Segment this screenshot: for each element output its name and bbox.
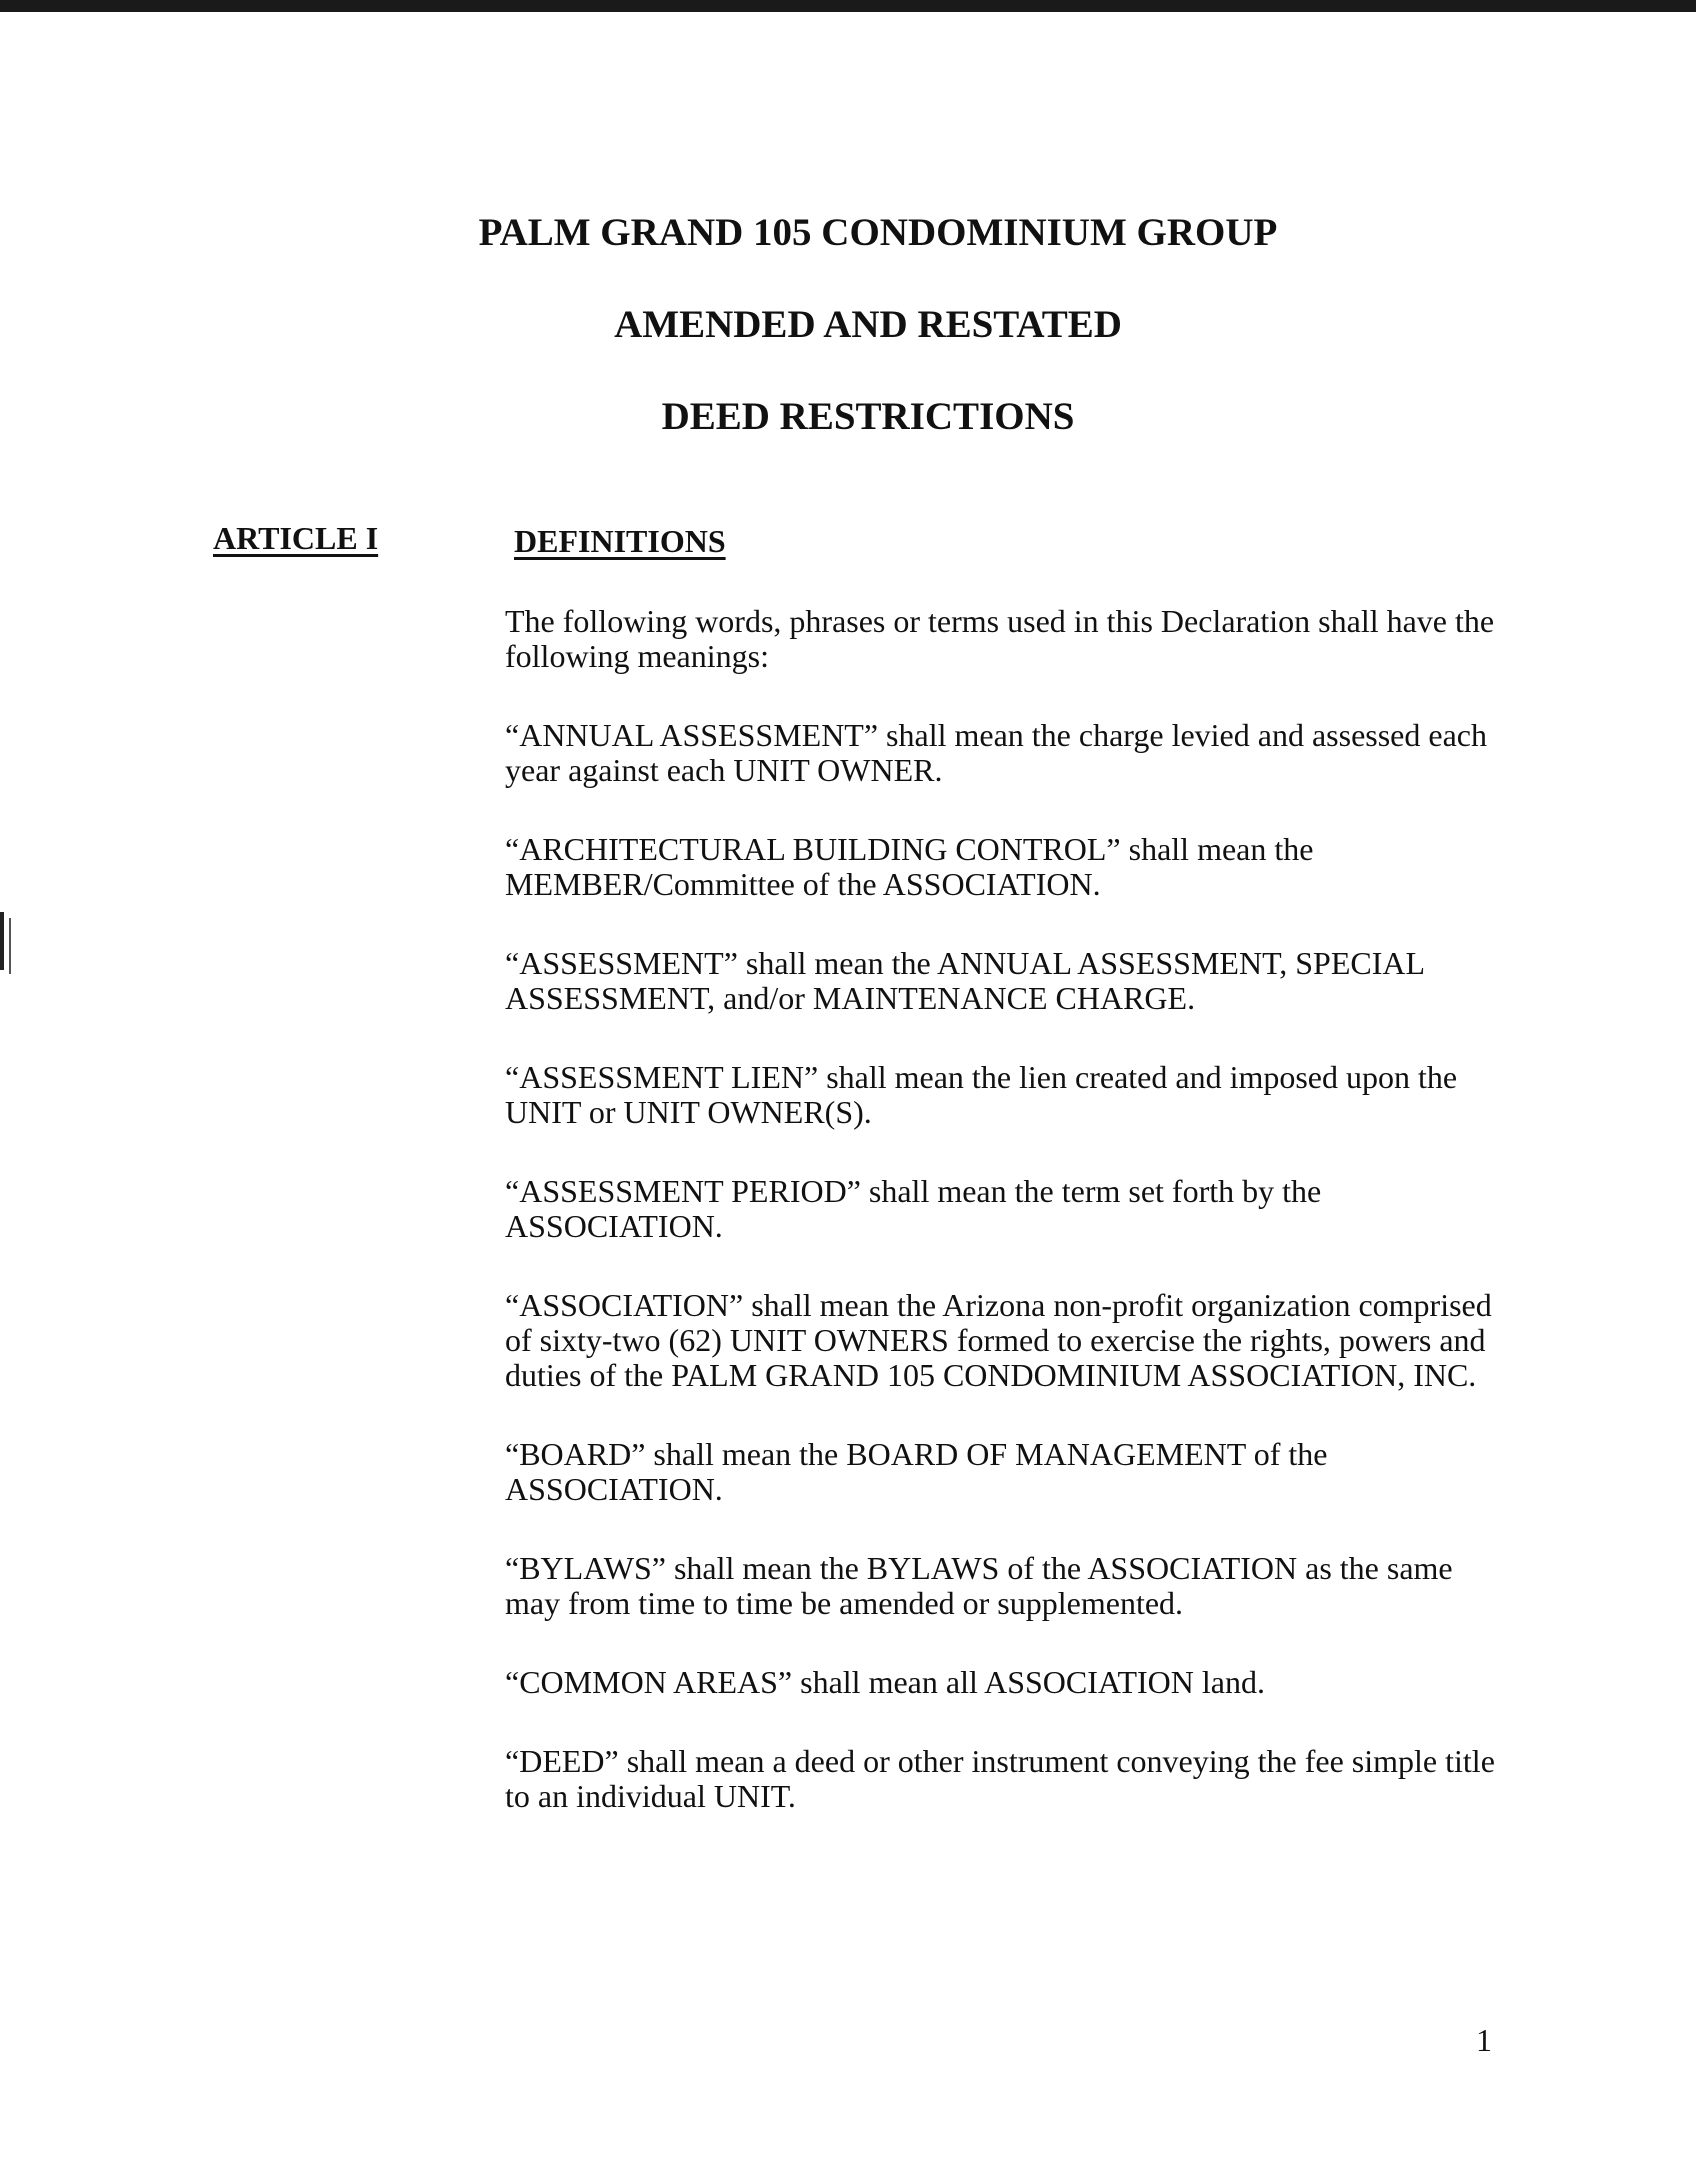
article-title: DEFINITIONS xyxy=(514,523,726,559)
definition-deed: “DEED” shall mean a deed or other instrument conveying the fee simple title to an individual UNIT. xyxy=(505,1743,1495,1814)
document-title-line-2: AMENDED AND RESTATED xyxy=(614,303,1122,346)
definition-association: “ASSOCIATION” shall mean the Arizona non-profit organization comprised of sixty-two (62) UNIT OWNERS formed to exercise the rights, powers and duties of the PALM GRAND 105 CONDOMINIUM ASSOCIATION, INC. xyxy=(505,1287,1492,1393)
definition-common-areas: “COMMON AREAS” shall mean all ASSOCIATION land. xyxy=(505,1664,1265,1700)
document-title-line-3: DEED RESTRICTIONS xyxy=(661,395,1075,438)
definition-assessment: “ASSESSMENT” shall mean the ANNUAL ASSESSMENT, SPECIAL ASSESSMENT, and/or MAINTENANCE CHARGE. xyxy=(505,945,1424,1016)
definition-annual-assessment: “ANNUAL ASSESSMENT” shall mean the charge levied and assessed each year against each UNIT OWNER. xyxy=(505,717,1487,788)
definition-architectural-building-control: “ARCHITECTURAL BUILDING CONTROL” shall mean the MEMBER/Committee of the ASSOCIATION. xyxy=(505,831,1314,902)
definition-assessment-period: “ASSESSMENT PERIOD” shall mean the term set forth by the ASSOCIATION. xyxy=(505,1173,1322,1244)
scan-top-edge xyxy=(0,0,1696,12)
article-label: ARTICLE I xyxy=(213,520,379,556)
definitions-body xyxy=(505,604,1515,1858)
page-number: 1 xyxy=(1476,2022,1492,2058)
definition-assessment-lien: “ASSESSMENT LIEN” shall mean the lien created and imposed upon the UNIT or UNIT OWNER(S). xyxy=(505,1059,1458,1130)
document-title-line-1: PALM GRAND 105 CONDOMINIUM GROUP xyxy=(478,211,1278,254)
scan-margin-mark xyxy=(0,912,4,970)
definition-board: “BOARD” shall mean the BOARD OF MANAGEMENT of the ASSOCIATION. xyxy=(505,1436,1328,1507)
definition-bylaws: “BYLAWS” shall mean the BYLAWS of the ASSOCIATION as the same may from time to time be amended or supplemented. xyxy=(505,1550,1453,1621)
document-title-block xyxy=(0,210,1696,486)
scan-margin-mark-thin xyxy=(9,918,11,974)
intro-paragraph: The following words, phrases or terms used in this Declaration shall have the following meanings: xyxy=(505,603,1495,674)
